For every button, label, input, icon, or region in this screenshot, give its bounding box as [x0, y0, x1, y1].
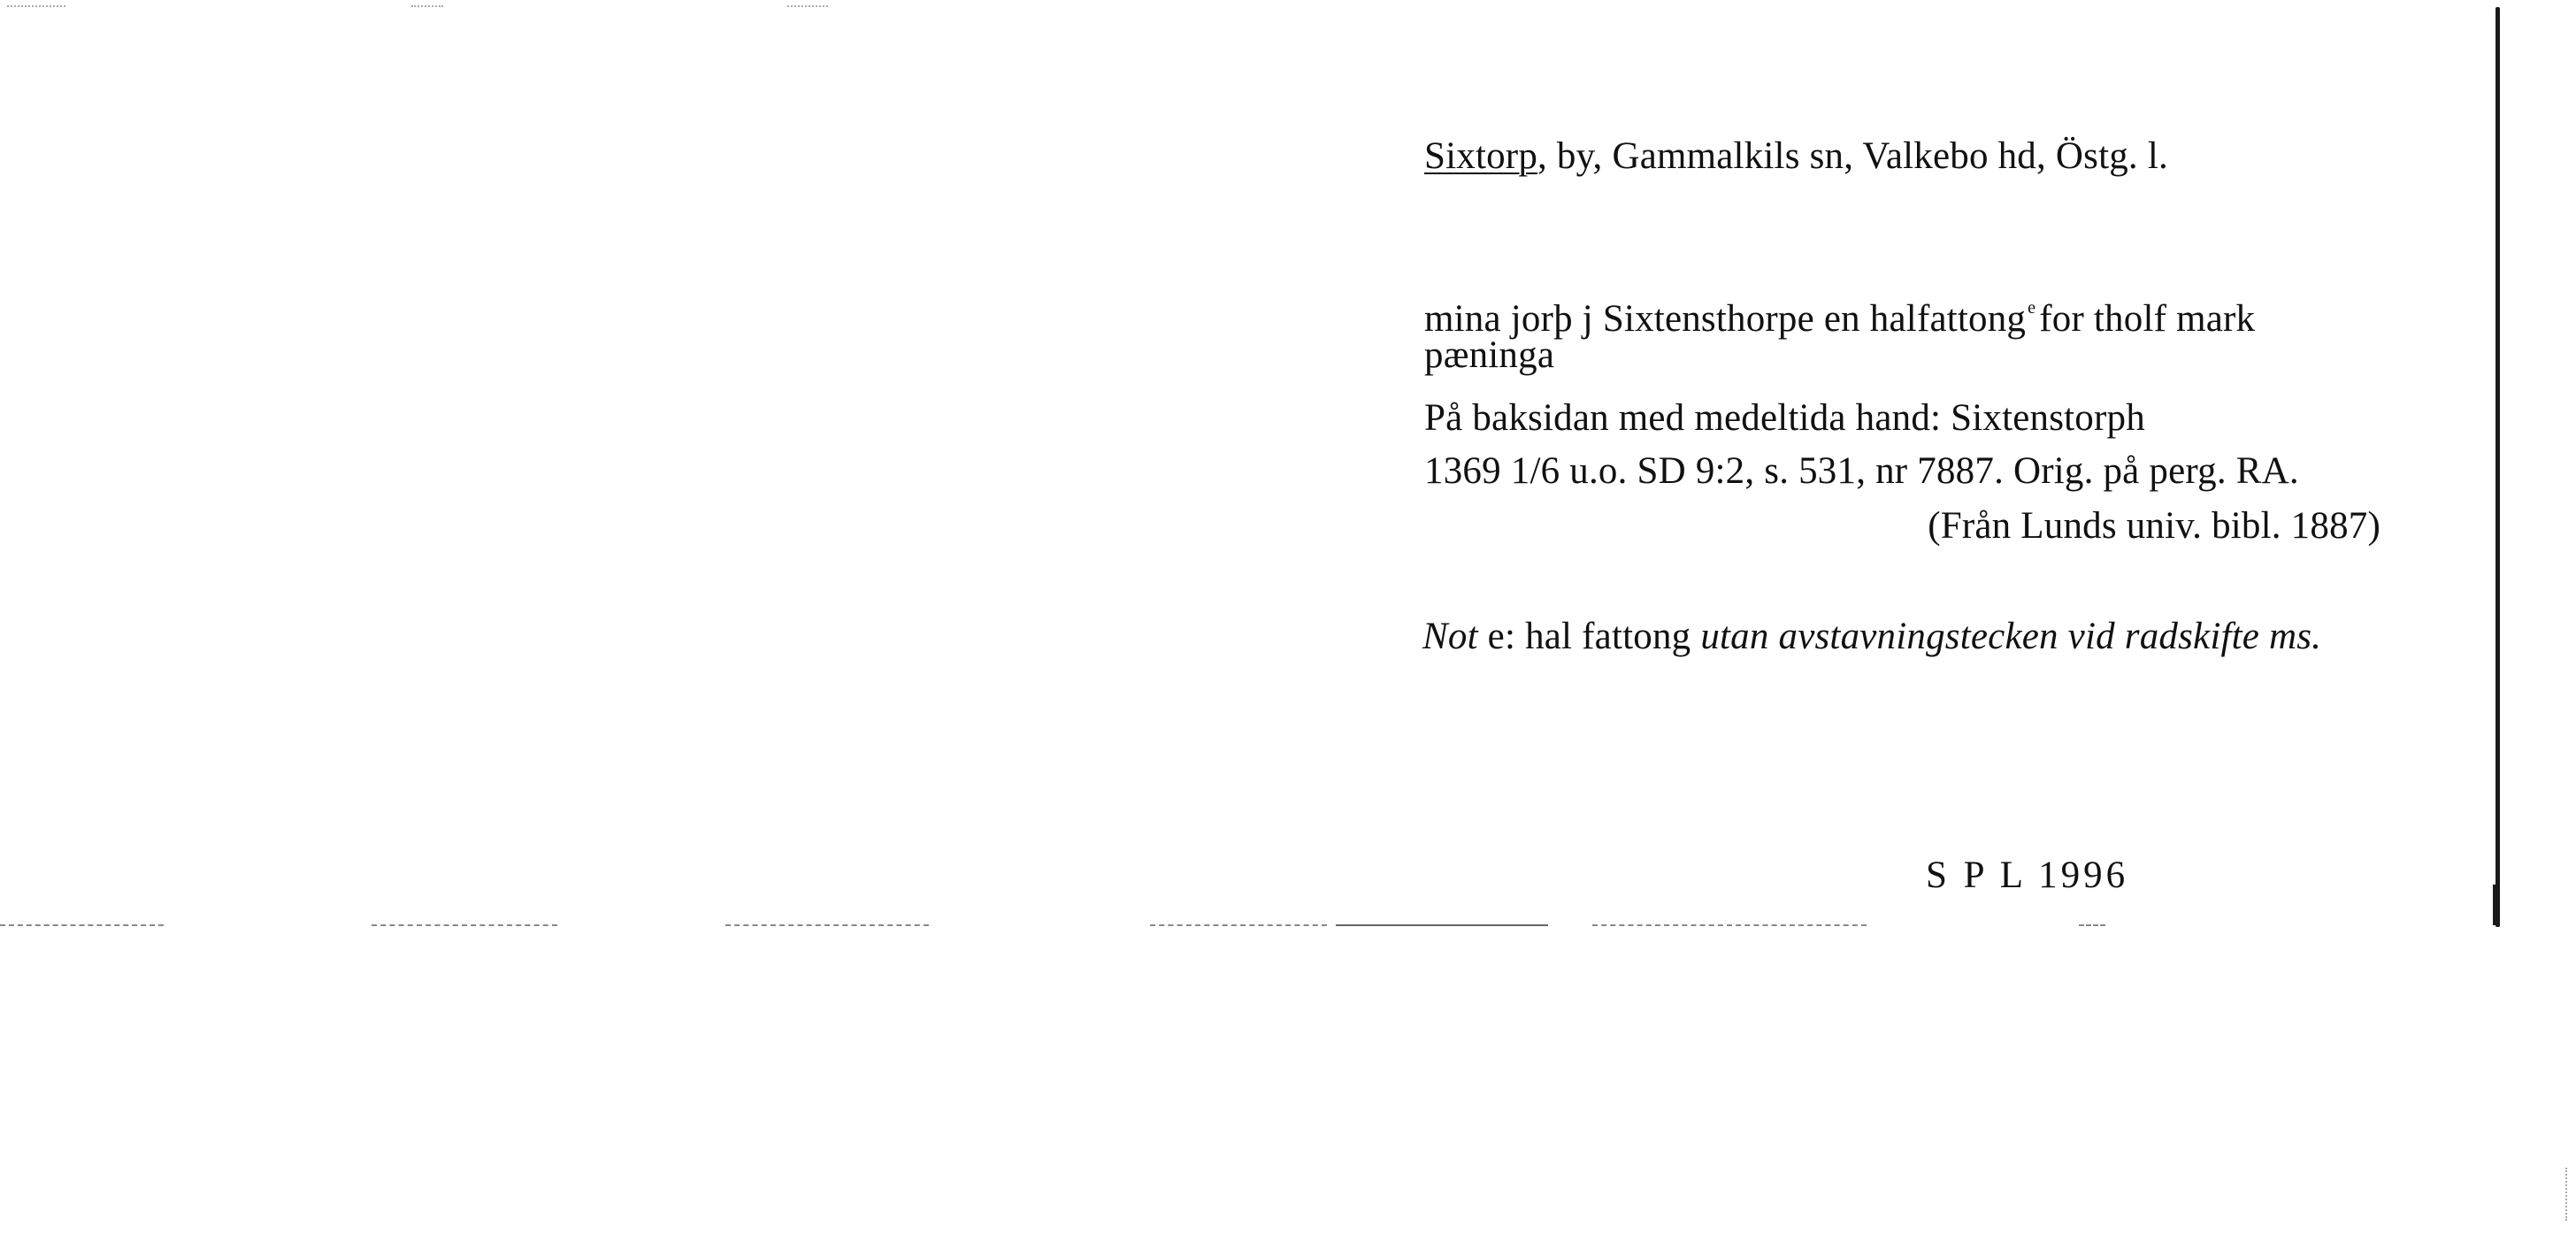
scan-artifact-top-3 [787, 5, 828, 7]
card-edge-rule-tip [2493, 885, 2500, 925]
scan-artifact-top-1 [7, 5, 65, 7]
place-description: , by, Gammalkils sn, Valkebo hd, Östg. l. [1537, 135, 2168, 177]
footnote-text: utan avstavningstecken vid radskifte ms. [1700, 616, 2322, 657]
scan-artifact-side [2565, 1168, 2567, 1221]
scan-artifact-bottom-7 [2079, 924, 2105, 926]
footnote-label: Not [1422, 616, 1478, 657]
scan-artifact-bottom-3 [725, 924, 929, 926]
footnote [1422, 615, 2321, 659]
scan-artifact-bottom-2 [372, 924, 557, 926]
scan-artifact-bottom-4 [1150, 924, 1327, 926]
scan-artifact-bottom-1 [0, 924, 164, 926]
scan-artifact-bottom-5 [1336, 924, 1548, 926]
scan-artifact-bottom-6 [1592, 924, 1867, 926]
place-name: Sixtorp [1424, 135, 1538, 177]
quote-line-2: pæninga [1424, 334, 1555, 376]
scan-artifact-top-2 [411, 5, 443, 7]
note-marker: e [2028, 298, 2036, 318]
quote-line-1-text: mina jorþ j Sixtensthorpe en halfattong [1424, 298, 2027, 340]
source-line-verso: På baksidan med medeltida hand: Sixtenstorph [1424, 397, 2145, 439]
source-line-provenance: (Från Lunds univ. bibl. 1887) [1928, 505, 2380, 547]
signature: S P L 1996 [1926, 854, 2129, 896]
quote-line-1-end: for tholf mark [2039, 298, 2256, 340]
source-line-reference: 1369 1/6 u.o. SD 9:2, s. 531, nr 7887. Orig. på perg. RA. [1424, 450, 2299, 492]
card-edge-rule [2496, 7, 2500, 927]
place-heading [1424, 134, 2168, 179]
footnote-marker: e: hal fattong [1477, 616, 1701, 657]
